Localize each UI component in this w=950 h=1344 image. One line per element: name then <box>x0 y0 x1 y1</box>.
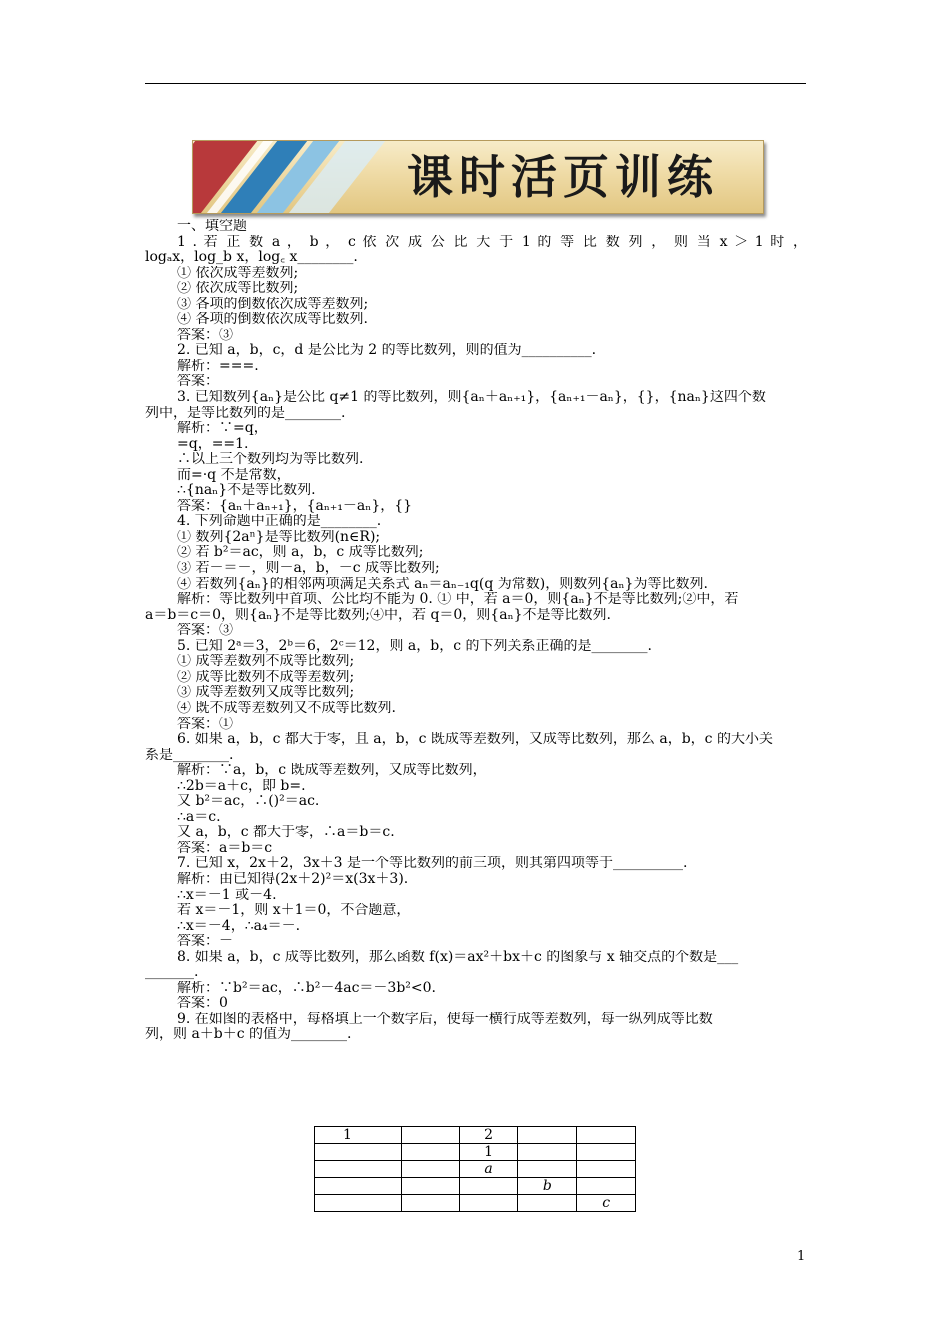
table-cell <box>401 1127 459 1144</box>
text-line: 列中，是等比数列的是________. <box>145 405 346 421</box>
table-cell <box>518 1127 577 1144</box>
text-line: ∴a＝c. <box>177 809 221 825</box>
text-line: ∴以上三个数列均为等比数列. <box>177 452 364 468</box>
text-line: 1 . 若 正 数 a ， b ， c 依 次 成 公 比 大 于 1 的 等 比 数 列 ， 则 当 x ＞ 1 时 ， <box>177 234 807 250</box>
table-cell <box>518 1161 577 1178</box>
text-line: ③ 成等差数列又成等比数列; <box>177 685 355 701</box>
section-banner <box>192 140 764 214</box>
table-cell <box>577 1161 636 1178</box>
table-row <box>315 1161 636 1178</box>
table-cell: b <box>518 1178 577 1195</box>
table-cell <box>315 1178 402 1195</box>
text-line: ② 成等比数列不成等差数列; <box>177 669 355 685</box>
text-line: 解析：∵b²＝ac，∴b²－4ac＝－3b²<0. <box>177 980 436 996</box>
table-row <box>315 1127 636 1144</box>
text-line: ∴x＝－1 或－4. <box>177 887 277 903</box>
text-line: 答案：－ <box>177 934 233 950</box>
text-line: 8. 如果 a，b，c 成等比数列，那么函数 f(x)＝ax²＋bx＋c 的图象与 x 轴交点的个数是___ <box>177 949 739 965</box>
text-line: 7. 已知 x，2x＋2，3x＋3 是一个等比数列的前三项，则其第四项等于__________. <box>177 856 688 872</box>
table-row <box>315 1144 636 1161</box>
text-line: ② 依次成等比数列; <box>177 281 299 297</box>
text-line: 列，则 a＋b＋c 的值为________. <box>145 1027 352 1043</box>
table-cell <box>518 1195 577 1212</box>
table-cell <box>315 1144 402 1161</box>
table-cell <box>401 1195 459 1212</box>
text-line: =q，==1. <box>177 436 249 452</box>
table-cell <box>401 1178 459 1195</box>
header-rule <box>145 83 806 84</box>
text-line: ① 成等差数列不成等比数列; <box>177 654 355 670</box>
table-cell <box>459 1178 518 1195</box>
text-line: 9. 在如图的表格中，每格填上一个数字后，使每一横行成等差数列，每一纵列成等比数 <box>177 1011 713 1027</box>
text-line: 解析：等比数列中首项、公比均不能为 0. ① 中，若 a＝0，则{aₙ}不是等比数列;②中，若 <box>177 592 739 608</box>
text-line: 答案：a＝b＝c <box>177 840 273 856</box>
text-line: 一、填空题 <box>177 219 247 234</box>
exercise-text <box>145 219 807 1043</box>
text-line: ① 数列{2aⁿ}是等比数列(n∈R); <box>177 529 381 545</box>
number-grid-table <box>314 1126 636 1212</box>
text-line: ④ 若数列{aₙ}的相邻两项满足关系式 aₙ＝aₙ₋₁q(q 为常数)，则数列{aₙ}为等比数列. <box>177 576 708 592</box>
text-line: 答案：① <box>177 716 233 732</box>
text-line: 5. 已知 2ᵃ＝3，2ᵇ＝6，2ᶜ＝12，则 a，b，c 的下列关系正确的是________. <box>177 638 652 654</box>
text-line: 解析：由已知得(2x＋2)²＝x(3x＋3). <box>177 871 409 887</box>
text-line: 答案：{aₙ＋aₙ₊₁}，{aₙ₊₁－aₙ}，{} <box>177 498 413 514</box>
table-cell: c <box>577 1195 636 1212</box>
text-line: a＝b＝c＝0，则{aₙ}不是等比数列;④中，若 q＝0，则{aₙ}不是等比数列. <box>145 607 611 623</box>
text-line: ④ 既不成等差数列又不成等比数列. <box>177 700 396 716</box>
table-cell <box>401 1161 459 1178</box>
text-line: 解析：===. <box>177 358 259 374</box>
page-number: 1 <box>797 1249 806 1264</box>
text-line: 又 b²＝ac，∴()²＝ac. <box>177 794 320 810</box>
text-line: ③ 各项的倒数依次成等差数列; <box>177 296 369 312</box>
table-row <box>315 1195 636 1212</box>
text-line: 答案： <box>177 374 219 390</box>
table-cell <box>577 1127 636 1144</box>
text-line: 答案：③ <box>177 623 233 639</box>
table-cell <box>401 1144 459 1161</box>
text-line: ∴x＝－4，∴a₄＝－. <box>177 918 301 934</box>
table-cell <box>518 1144 577 1161</box>
text-line: 解析：∵a，b，c 既成等差数列，又成等比数列， <box>177 763 487 779</box>
text-line: 而=·q 不是常数， <box>177 467 291 483</box>
text-line: ① 依次成等差数列; <box>177 265 299 281</box>
text-line: 答案：③ <box>177 327 233 343</box>
text-line: 系是________. <box>145 747 234 763</box>
table-cell <box>315 1161 402 1178</box>
table-cell: 1 <box>459 1144 518 1161</box>
table-cell: 1 <box>315 1127 402 1144</box>
table-cell <box>315 1195 402 1212</box>
text-line: logₐx，log_b x，log꜀ x________. <box>145 250 358 266</box>
text-line: 2. 已知 a，b，c，d 是公比为 2 的等比数列，则的值为__________. <box>177 343 597 359</box>
table-cell <box>577 1144 636 1161</box>
text-line: ∴2b＝a＋c，即 b=. <box>177 778 306 794</box>
table-cell: 2 <box>459 1127 518 1144</box>
text-line: ② 若 b²＝ac，则 a，b，c 成等比数列; <box>177 545 424 561</box>
table-cell <box>577 1178 636 1195</box>
table-row <box>315 1178 636 1195</box>
text-line: 又 a，b，c 都大于零，∴a＝b＝c. <box>177 825 395 841</box>
text-line: ③ 若－＝－，则－a，b，－c 成等比数列; <box>177 561 440 577</box>
banner-title: 课时活页训练 <box>407 150 719 204</box>
text-line: 3. 已知数列{aₙ}是公比 q≠1 的等比数列，则{aₙ＋aₙ₊₁}，{aₙ₊₁－aₙ}，{}，{naₙ}这四个数 <box>177 390 766 406</box>
text-line: 若 x＝－1，则 x＋1＝0，不合题意， <box>177 903 411 919</box>
text-line: 答案：0 <box>177 996 228 1012</box>
text-line: ④ 各项的倒数依次成等比数列. <box>177 312 368 328</box>
table-cell <box>459 1195 518 1212</box>
text-line: 解析：∵=q， <box>177 421 268 437</box>
text-line: 6. 如果 a，b，c 都大于零，且 a，b，c 既成等差数列，又成等比数列，那么 a，b，c 的大小关 <box>177 732 773 748</box>
text-line: 4. 下列命题中正确的是________. <box>177 514 382 530</box>
text-line: _______. <box>145 965 199 981</box>
text-line: ∴{naₙ}不是等比数列. <box>177 483 316 499</box>
table-cell: a <box>459 1161 518 1178</box>
